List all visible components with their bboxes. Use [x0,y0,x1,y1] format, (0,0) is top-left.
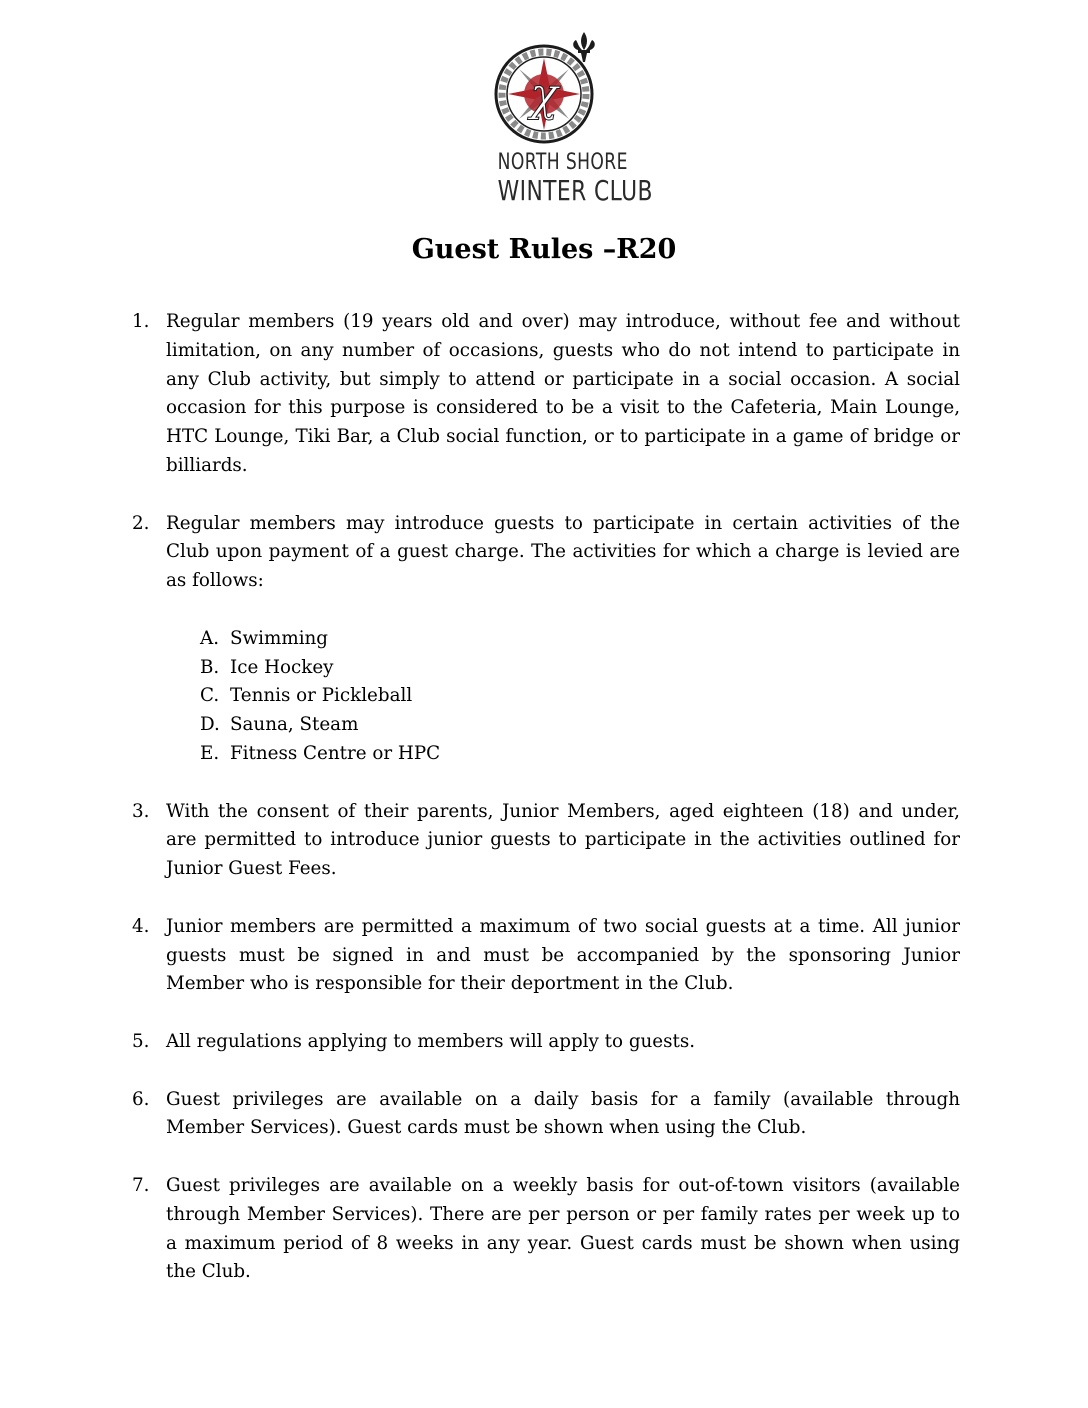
rule-text: Regular members (19 years old and over) may introduce, without fee and without limitation, on any number of occasions, guests who do not intend to participate in any Club activity, but simply to attend or participate in a social occasion. A social occasion for this purpose is considered to be a visit to the Cafeteria, Main Lounge, HTC Lounge, Tiki Bar, a Club social function, or to participate in a game of bridge or billiards. [166,311,960,476]
activity-item [200,654,960,683]
rule-item-1 [132,308,960,481]
rule-number: 1. [132,311,150,332]
activity-letter: A. [200,627,220,649]
activity-letter: B. [200,656,220,678]
rule-item-5 [132,1028,960,1057]
rule-text: Junior members are permitted a maximum of two social guests at a time. All junior guests must be signed in and must be accompanied by the sponsoring Junior Member who is responsible for their deportment in the Club. [166,915,960,995]
rule-number: 2. [132,512,150,534]
activity-text: Sauna, Steam [230,714,359,736]
rule-item-4 [132,913,960,999]
activity-text: Ice Hockey [230,656,334,678]
rule-number: 4. [132,915,150,937]
rules-list [132,308,960,1316]
rule-text: All regulations applying to members will apply to guests. [166,1030,696,1052]
compass-emblem-icon [484,28,608,146]
activity-item [200,740,960,769]
activity-text: Swimming [230,627,329,649]
activity-text: Fitness Centre or HPC [230,742,441,764]
activity-text: Tennis or Pickleball [230,685,413,707]
rule-number: 5. [132,1030,150,1052]
club-logo [484,28,653,218]
rule-item-2 [132,510,960,596]
rule-number: 3. [132,800,150,822]
activity-item [200,625,960,654]
rule-item-7 [132,1172,960,1287]
rule-text: With the consent of their parents, Junior Members, aged eighteen (18) and under, are permitted to introduce junior guests to participate in the activities outlined for Junior Guest Fees. [166,800,960,880]
activity-letter: C. [200,685,220,707]
logo-text-north-shore: NORTH SHORE [497,150,628,175]
rule-text: Regular members may introduce guests to participate in certain activities of the Club upon payment of a guest charge. The activities for which a charge is levied are as follows: [166,512,960,592]
rule-item-6 [132,1086,960,1144]
activities-list [200,625,960,769]
rule-item-3 [132,798,960,884]
rule-number: 7. [132,1174,150,1196]
activity-letter: D. [200,714,220,736]
rule-text: Guest privileges are available on a weekly basis for out-of-town visitors (available through Member Services). There are per person or per family rates per week up to a maximum period of 8 weeks in any year. Guest cards must be shown when using the Club. [166,1174,960,1283]
activity-letter: E. [200,742,220,764]
rule-text: Guest privileges are available on a daily basis for a family (available through Member Services). Guest cards must be shown when using the Club. [166,1088,960,1139]
activity-item [200,711,960,740]
logo-text-winter-club: WINTER CLUB [497,174,653,207]
emblem-glyph: χ [530,67,558,121]
activity-item [200,682,960,711]
page-title: Guest Rules –R20 [411,234,677,265]
rule-number: 6. [132,1088,150,1110]
